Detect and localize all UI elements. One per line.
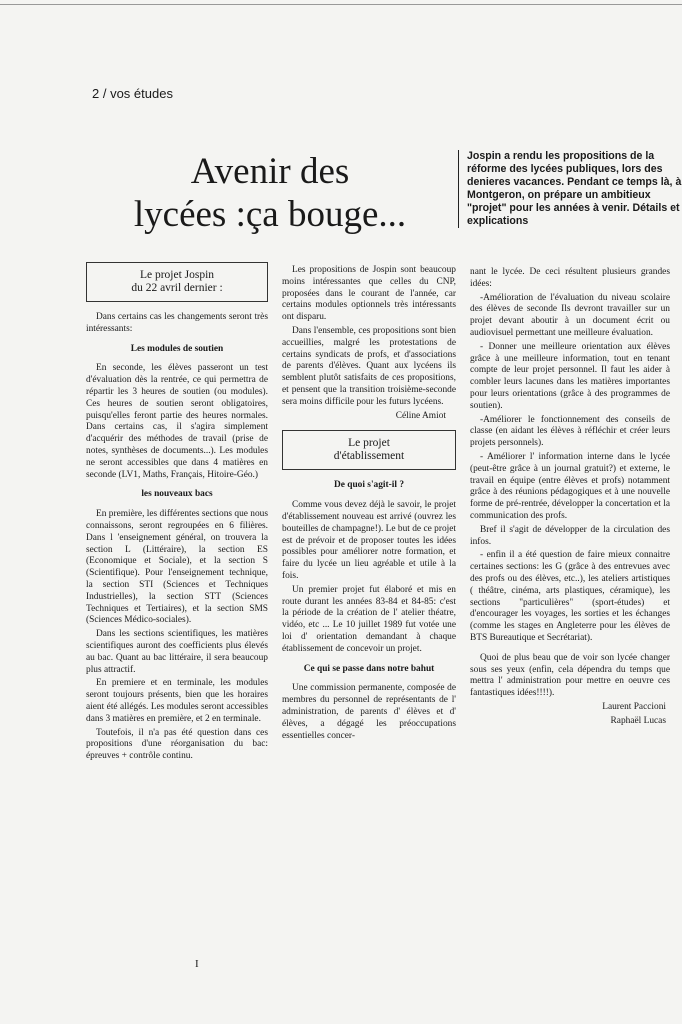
paragraph: - enfin il a été question de faire mieux connaitre certaines sections: les G (grâce à des entrevues avec des profs ou des élèves, etc..), les ateliers artistiques ( théâtre, cinéma, arts plastiques, céramique), les sections "particulières" (sport-études) et d'encourager les voyages, les sorties et les échanges (comme les stages en Angleterre pour les élèves de BTS Bureautique et Secrétariat). — [470, 550, 670, 643]
paragraph: Comme vous devez déjà le savoir, le projet d'établissement nouveau est arrivé (ouvrez les bouteilles de champagne!). Le but de ce projet est de prévoir et de proposer toutes les idées possibles pour améliorer notre formation, et faire du lycée un lieu agréable et utile à la fois. — [282, 500, 456, 581]
subheading: les nouveaux bacs — [141, 489, 213, 500]
paragraph: En premiere et en terminale, les modules seront toujours présents, bien que les horaires aient été allégés. Les modules seront accessibles dans 3 matières en première, et 2 en terminale. — [86, 678, 268, 724]
paragraph: Bref il s'agit de développer de la circulation des infos. — [470, 524, 670, 547]
article-lead: Jospin a rendu les propositions de la réforme des lycées publiques, lors des denieres vacances. Pendant ce temps là, à Montgeron, on prépare un ambitieux "projet" pour les années à venir. Détails et explications — [458, 150, 682, 228]
paragraph: -Améliorer le fonctionnement des conseils de classe (en aidant les élèves à réfléchir et créer leurs projets personnels). — [470, 414, 670, 449]
article-title — [80, 150, 460, 236]
paragraph: Dans l'ensemble, ces propositions sont bien accueillies, malgré les protestations de certains syndicats de profs, et d'associations de parents d'élèves. Quant aux lycéens ils semblent plutôt satisfaits de ces propositions, et pensent que la transition troisième-seconde sera moins difficile pour les futurs lycéens. — [282, 325, 456, 407]
author-signature: Céline Amiot — [395, 410, 446, 421]
paragraph: - Améliorer l' information interne dans le lycée (peut-être grâce à un journal gratuit?) et externe, le travail en équipe (entre élèves et profs) notamment grâce à des réunions pédagogiques et à une nouvelle forme de pré-rentrée, développer la concertation et la communication des profs. — [470, 451, 670, 521]
page-mark: I — [195, 958, 199, 970]
column-3 — [470, 267, 670, 727]
etablissement-box — [282, 430, 456, 470]
box-line-2: du 22 avril dernier : — [131, 282, 223, 294]
paragraph: Les propositions de Jospin sont beaucoup moins intéressantes que celles du CNP, proposées dans le courant de l'année, car certains modules optionnels très intéressants ont disparu. — [282, 265, 456, 323]
paragraph: -Amélioration de l'évaluation du niveau scolaire des élèves de seconde Ils devront travailler sur un projet devant aboutir à un document écrit ou audiovisuel permettant une meilleure évaluation. — [470, 292, 670, 338]
jospin-box — [86, 262, 268, 302]
page-folio: 2 / vos études — [92, 86, 173, 101]
subheading: De quoi s'agit-il ? — [333, 480, 405, 491]
paragraph: Dans les sections scientifiques, les matières scientifiques auront des coefficients plus élevés au bac. Quant au bac littéraire, il sera beaucoup plus attractif. — [86, 629, 268, 675]
column-2 — [282, 265, 456, 744]
paragraph: Quoi de plus beau que de voir son lycée changer sous ses yeux (enfin, cela dépendra du temps que mettra l' administration pour mettre en oeuvre ces fantastiques idées!!!!). — [470, 652, 670, 699]
paragraph: nant le lycée. De ceci résultent plusieurs grandes idées: — [470, 267, 670, 289]
column-1 — [86, 262, 268, 765]
subheading: Ce qui se passe dans notre bahut — [303, 663, 435, 674]
paragraph: Toutefois, il n'a pas été question dans ces propositions d'une réorganisation du bac: épreuves + contrôle continu. — [86, 727, 268, 762]
author-signature: Laurent Paccioni — [602, 701, 666, 712]
box-line-1: Le projet — [348, 437, 390, 450]
top-rule — [0, 4, 682, 5]
paragraph: En première, les différentes sections que nous connaissons, seront regroupées en 6 filières. Dans l 'enseignement général, on trouvera la section L (Littéraire), la section ES (Economique et Sociale), et la section S (Scientifique). Pour l'enseignement technique, la section STI (Sciences et Techniques Industrielles), la section STT (Sciences Techniques et Tertiaires), et la section SMS (Sciences Médico-sociales). — [86, 509, 268, 626]
paragraph: Une commission permanente, composée de membres du personnel de représentants de l' administration, de parents d' élèves et d' élèves, a dégagé les préoccupations essentielles concer- — [282, 683, 456, 741]
box-line-2: d'établissement — [333, 450, 405, 463]
title-line-2: lycées :ça bouge... — [133, 194, 407, 235]
author-signature: Raphaël Lucas — [610, 715, 666, 726]
title-line-1: Avenir des — [190, 151, 350, 192]
paragraph: En seconde, les élèves passeront un test d'évaluation dès la rentrée, ce qui permettra de répartir les 3 heures de soutien (ou modules). Ces heures de soutien seront obligatoires, puisqu'elles feront partie des heures normales. Dans certains cas, il s'agira simplement d'acquérir des méthodes de travail (prise de notes, synthèses de documents...). Les modules ne seront accessibles que dans 4 matières en seconde (LV1, Maths, Français, Hitoire-Géo.) — [86, 363, 268, 480]
paragraph: - Donner une meilleure orientation aux élèves grâce à une meilleure information, tout en tenant compte de leur projet personnel. Il faut les aider à combler leurs lacunes dans les matières importantes pour leurs orientations (grâce à des programmes de soutien). — [470, 341, 670, 411]
subheading: Les modules de soutien — [130, 343, 224, 354]
box-line-1: Le projet Jospin — [139, 269, 215, 281]
paragraph: Un premier projet fut élaboré et mis en route durant les années 83-84 et 84-85: c'est la période de la création de l' atelier théatre, vidéo, etc ... Le 10 juillet 1989 fut votée une loi d' orientation demandant à chaque établissement de concevoir un projet. — [282, 584, 456, 654]
paragraph: Dans certains cas les changements seront très intéressants: — [86, 312, 268, 334]
